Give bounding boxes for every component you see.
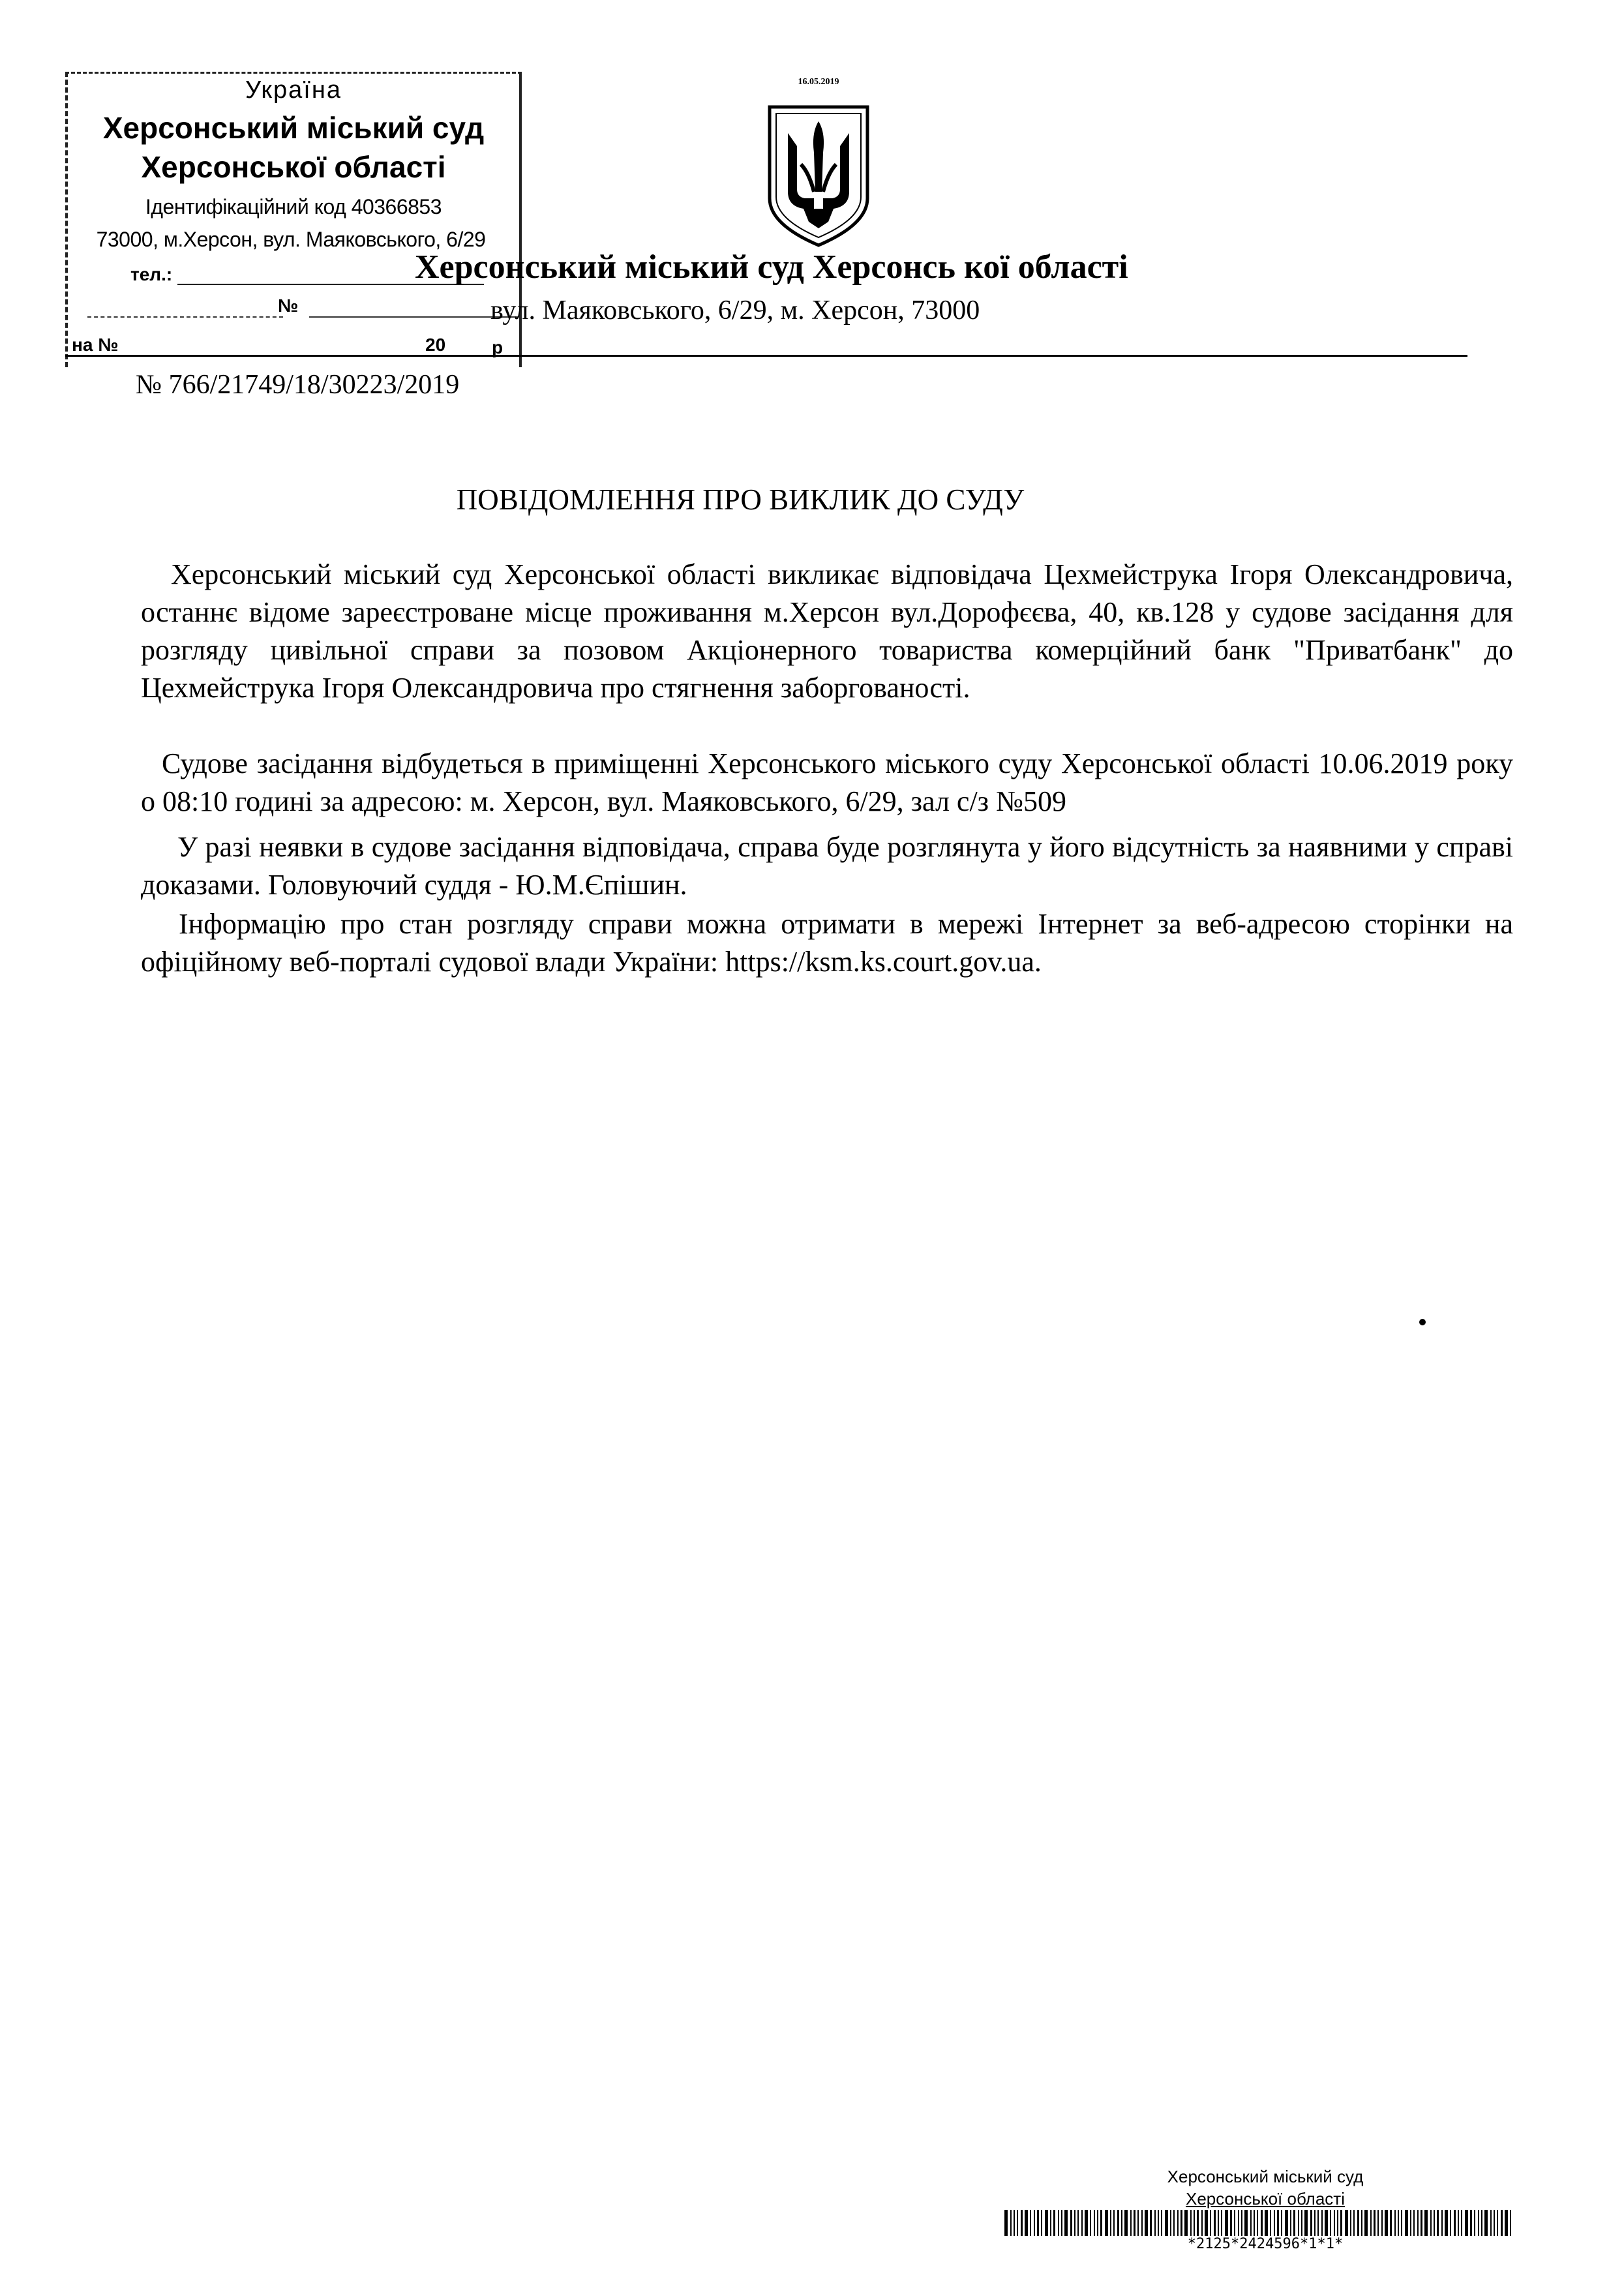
barcode-bar [1184, 2210, 1188, 2236]
footer-region: Херсонської області [1186, 2189, 1345, 2209]
barcode-bar [1170, 2210, 1171, 2236]
barcode-bar [1070, 2210, 1072, 2236]
barcode-bar [1124, 2210, 1128, 2236]
barcode-bar [1510, 2210, 1511, 2236]
barcode-bar [1265, 2210, 1268, 2236]
seal-date: 16.05.2019 [798, 77, 839, 87]
stamp-region: Херсонської області [141, 150, 446, 184]
barcode-bar [1441, 2210, 1443, 2236]
barcode-bar [1458, 2210, 1459, 2236]
barcode-bar [1158, 2210, 1159, 2236]
stamp-year-suffix: р [492, 337, 504, 357]
barcode-bar [1401, 2210, 1402, 2236]
barcode-bar [1205, 2210, 1208, 2236]
barcode-bar [1045, 2210, 1048, 2236]
barcode-bar [1190, 2210, 1192, 2236]
barcode-bar [1470, 2210, 1472, 2236]
barcode-bar [1398, 2210, 1399, 2236]
barcode-bar [1041, 2210, 1042, 2236]
paragraph-summons: Херсонський міський суд Херсонської області викликає відповідача Цехмейструка Ігоря Олександровича, останнє відоме зареєстроване місце проживання м.Херсон вул.Дорофєєва, 40, кв.128 у судове засідання для розгляду цивільної справи за позовом Акціонерного товариства комерційний банк "Приватбанк" до Цехмейструка Ігоря Олександровича про стягнення заборгованості. [141, 558, 1513, 704]
barcode-bar [1058, 2210, 1059, 2236]
barcode-bar [1061, 2210, 1062, 2236]
barcode [1004, 2210, 1513, 2236]
barcode-bar [1424, 2210, 1428, 2236]
barcode-bar [1314, 2210, 1316, 2236]
barcode-bar [1421, 2210, 1422, 2236]
barcode-bar [1321, 2210, 1323, 2236]
barcode-bar [1430, 2210, 1432, 2236]
barcode-bar [1345, 2210, 1348, 2236]
barcode-bar [1310, 2210, 1312, 2236]
paragraph-absence: У разі неявки в судове засідання відповідача, справа буде розглянута у його відсутність за наявними у справі доказами. Головуючий суддя - Ю.М.Єпішин. [141, 831, 1513, 901]
barcode-bar [1105, 2210, 1108, 2236]
barcode-bar [1325, 2210, 1328, 2236]
barcode-bar [1021, 2210, 1023, 2236]
barcode-bar [1450, 2210, 1451, 2236]
barcode-bar [1154, 2210, 1156, 2236]
barcode-bar [1301, 2210, 1302, 2236]
stamp-number-sign: № [278, 295, 299, 316]
stamp-id-code: Ідентифікаційний код 40366853 [145, 195, 442, 219]
barcode-bar [1465, 2210, 1468, 2236]
barcode-bar [1357, 2210, 1359, 2236]
barcode-bar [1090, 2210, 1091, 2236]
barcode-bar [1081, 2210, 1083, 2236]
barcode-bar [1004, 2210, 1008, 2236]
barcode-bar [1417, 2210, 1419, 2236]
barcode-bar [1074, 2210, 1075, 2236]
barcode-bar [1017, 2210, 1018, 2236]
barcode-bar [1285, 2210, 1288, 2236]
barcode-bar [1330, 2210, 1331, 2236]
barcode-bar [1364, 2210, 1368, 2236]
barcode-bar [1353, 2210, 1355, 2236]
barcode-bar [1094, 2210, 1095, 2236]
barcode-bar [1201, 2210, 1203, 2236]
stamp-address: 73000, м.Херсон, вул. Маяковського, 6/29 [96, 228, 486, 251]
barcode-bar [1214, 2210, 1216, 2236]
barcode-bar [1454, 2210, 1456, 2236]
barcode-bar [1034, 2210, 1035, 2236]
barcode-bar [1250, 2210, 1252, 2236]
barcode-bar [1014, 2210, 1015, 2236]
barcode-bar [1337, 2210, 1338, 2236]
barcode-bar [1505, 2210, 1508, 2236]
barcode-bar [1110, 2210, 1111, 2236]
stamp-ref-label: на № [72, 335, 119, 355]
barcode-bar [1097, 2210, 1098, 2236]
barcode-bar [1501, 2210, 1503, 2236]
barcode-bar [1134, 2210, 1135, 2236]
barcode-bar [1113, 2210, 1115, 2236]
barcode-bar [1230, 2210, 1232, 2236]
court-address: вул. Маяковського, 6/29, м. Херсон, 73000 [490, 295, 980, 325]
barcode-bar [1434, 2210, 1435, 2236]
barcode-bar [1334, 2210, 1335, 2236]
barcode-bar [1390, 2210, 1392, 2236]
barcode-bar [1064, 2210, 1068, 2236]
barcode-bar [1221, 2210, 1222, 2236]
barcode-bar [1340, 2210, 1342, 2236]
stamp-tel-label: тел.: [130, 264, 173, 284]
tryzub-icon [763, 94, 874, 250]
barcode-bar [1445, 2210, 1448, 2236]
barcode-bar [1437, 2210, 1439, 2236]
barcode-bar [1218, 2210, 1219, 2236]
barcode-bar [1241, 2210, 1242, 2236]
registration-stamp [65, 72, 522, 367]
barcode-bar [1037, 2210, 1039, 2236]
header-divider [65, 355, 1467, 357]
barcode-bar [1385, 2210, 1388, 2236]
barcode-bar [1274, 2210, 1275, 2236]
barcode-bar [1461, 2210, 1462, 2236]
barcode-bar [1141, 2210, 1143, 2236]
barcode-bar [1490, 2210, 1492, 2236]
scan-speck [1419, 1319, 1426, 1325]
barcode-bar [1197, 2210, 1199, 2236]
barcode-bar [1350, 2210, 1351, 2236]
barcode-bar [1394, 2210, 1396, 2236]
barcode-bar [1410, 2210, 1411, 2236]
barcode-bar [1254, 2210, 1255, 2236]
barcode-bar [1165, 2210, 1168, 2236]
barcode-bar [1317, 2210, 1319, 2236]
barcode-bar [1381, 2210, 1383, 2236]
barcode-bar [1277, 2210, 1279, 2236]
barcode-bar [1025, 2210, 1028, 2236]
barcode-bar [1130, 2210, 1132, 2236]
barcode-bar [1194, 2210, 1195, 2236]
barcode-bar [1481, 2210, 1482, 2236]
barcode-bar [1234, 2210, 1235, 2236]
barcode-bar [1121, 2210, 1122, 2236]
barcode-bar [1257, 2210, 1258, 2236]
barcode-bar [1261, 2210, 1263, 2236]
barcode-bar [1474, 2210, 1475, 2236]
barcode-bar [1225, 2210, 1228, 2236]
stamp-country: Україна [245, 76, 342, 104]
barcode-bar [1290, 2210, 1291, 2236]
registration-number: № 766/21749/18/30223/2019 [136, 370, 460, 400]
barcode-bar [1085, 2210, 1088, 2236]
court-title: Херсонський міський суд Херсонсь кої області [415, 249, 1128, 286]
barcode-bar [1100, 2210, 1102, 2236]
barcode-bar [1304, 2210, 1308, 2236]
barcode-bar [1210, 2210, 1211, 2236]
barcode-bar [1361, 2210, 1362, 2236]
footer-court-name: Херсонський міський суд [1167, 2167, 1364, 2186]
barcode-bar [1030, 2210, 1031, 2236]
barcode-bar [1281, 2210, 1282, 2236]
barcode-bar [1053, 2210, 1055, 2236]
barcode-bar [1370, 2210, 1372, 2236]
barcode-bar [1494, 2210, 1495, 2236]
paragraph-hearing: Судове засідання відбудеться в приміщенні Херсонського міського суду Херсонської області 10.06.2019 року о 08:10 годині за адресою: м. Херсон, вул. Маяковського, 6/29, зал с/з №509 [141, 747, 1513, 817]
barcode-bar [1270, 2210, 1271, 2236]
barcode-bar [1405, 2210, 1408, 2236]
barcode-bar [1374, 2210, 1376, 2236]
barcode-bar [1293, 2210, 1295, 2236]
barcode-bar [1145, 2210, 1148, 2236]
barcode-bar [1173, 2210, 1175, 2236]
stamp-date-line [87, 316, 283, 318]
barcode-bar [1150, 2210, 1152, 2236]
barcode-bar [1177, 2210, 1179, 2236]
barcode-bar [1413, 2210, 1415, 2236]
barcode-bar [1478, 2210, 1479, 2236]
barcode-bar [1137, 2210, 1139, 2236]
stamp-court-name: Херсонський міський суд [102, 111, 485, 145]
barcode-bar [1377, 2210, 1379, 2236]
barcode-text: *2125*2424596*1*1* [1187, 2236, 1344, 2252]
barcode-bar [1161, 2210, 1162, 2236]
stamp-number-line [309, 316, 518, 318]
barcode-bar [1050, 2210, 1051, 2236]
barcode-bar [1077, 2210, 1079, 2236]
barcode-bar [1298, 2210, 1299, 2236]
barcode-bar [1238, 2210, 1239, 2236]
barcode-bar [1497, 2210, 1498, 2236]
barcode-bar [1010, 2210, 1012, 2236]
document-title: ПОВІДОМЛЕННЯ ПРО ВИКЛИК ДО СУДУ [456, 483, 1025, 516]
barcode-bar [1484, 2210, 1488, 2236]
barcode-bar [1244, 2210, 1248, 2236]
paragraph-info: Інформацію про стан розгляду справи можна отримати в мережі Інтернет за веб-адресою сторінки на офіційному веб-порталі судової влади України: https://ksm.ks.court.gov.ua. [141, 908, 1513, 978]
stamp-year: 20 [425, 335, 446, 355]
barcode-bar [1180, 2210, 1182, 2236]
barcode-bar [1117, 2210, 1119, 2236]
